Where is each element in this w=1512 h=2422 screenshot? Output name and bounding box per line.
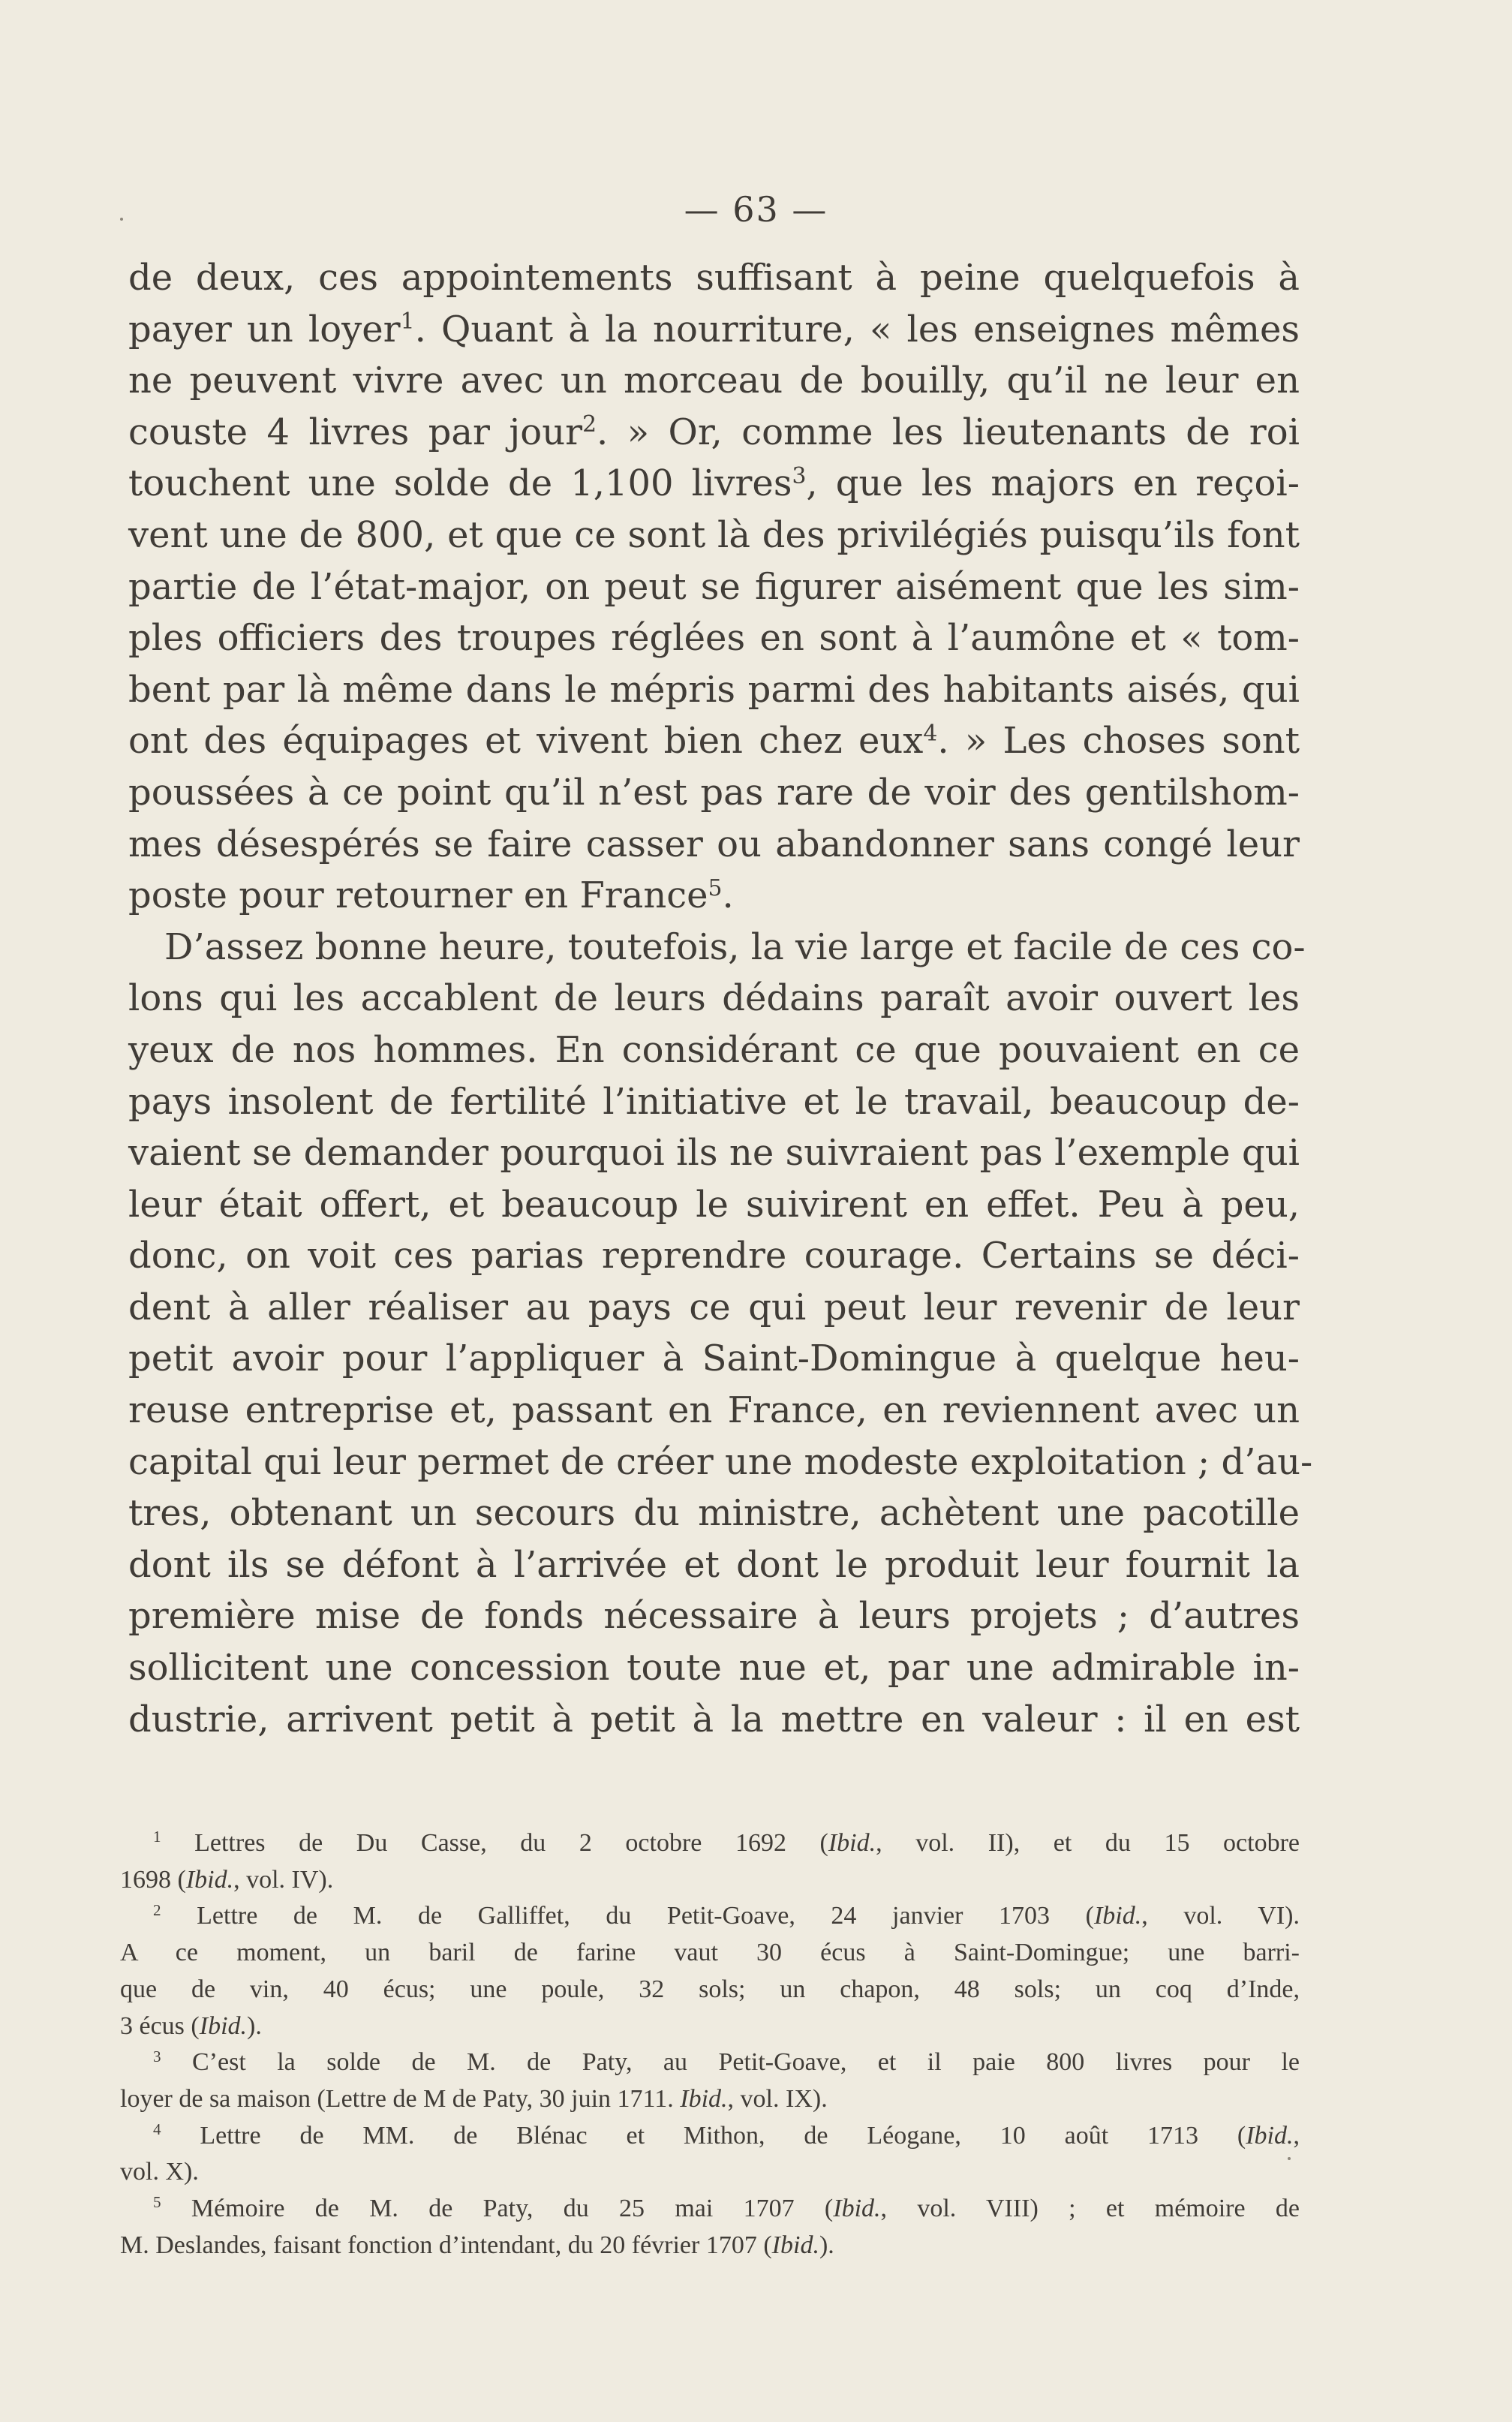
line-text: payer un loyer <box>128 308 401 351</box>
footnote-text: M. Deslandes, faisant fonction d’intendant, du 20 février 1707 ( <box>120 2231 772 2259</box>
line-text: dustrie, arrivent petit à petit à la mettre en valeur : il en est <box>128 1698 1300 1741</box>
body-line <box>128 1642 1300 1694</box>
footnote-text: vol. X). <box>120 2158 199 2186</box>
line-text: lons qui les accablent de leurs dédains paraît avoir ouvert les <box>128 977 1300 1020</box>
footnote-reference: 4 <box>923 720 938 747</box>
line-text: mes désespérés se faire casser ou abandonner sans congé leur <box>128 823 1300 865</box>
paper-speck <box>120 218 123 221</box>
line-text: capital qui leur permet de créer une modeste exploitation ; d’au- <box>128 1440 1313 1483</box>
line-text: pays insolent de fertilité l’initiative et le travail, beaucoup de- <box>128 1080 1300 1123</box>
line-text: . <box>722 874 734 917</box>
footnote-line <box>120 2044 1300 2081</box>
footnote-text: , vol. IX). <box>727 2084 828 2113</box>
footnote-text: ). <box>819 2231 834 2259</box>
body-line <box>128 870 1300 922</box>
body-line <box>128 1437 1313 1488</box>
line-text: dent à aller réaliser au pays ce qui peut leur revenir de leur <box>128 1286 1300 1328</box>
body-line <box>128 1282 1300 1334</box>
body-line <box>128 1127 1300 1179</box>
footnote-italic: Ibid. <box>185 1865 234 1894</box>
line-text: vaient se demander pourquoi ils ne suivraient pas l’exemple qui <box>128 1132 1300 1175</box>
footnote-italic: Ibid. <box>1246 2121 1294 2150</box>
footnote-text: , vol. VI). <box>1141 1902 1300 1930</box>
footnote-marker: 1 <box>153 1828 161 1846</box>
footnote-marker: 4 <box>153 2120 161 2139</box>
line-text: de deux, ces appointements suffisant à peine quelquefois à <box>128 257 1300 299</box>
line-text: yeux de nos hommes. En considérant ce que pouvaient en ce <box>128 1028 1300 1071</box>
footnote-line <box>120 2081 1300 2118</box>
footnote-italic: Ibid. <box>828 1829 876 1857</box>
line-text: leur était offert, et beaucoup le suivirent en effet. Peu à peu, <box>128 1183 1300 1226</box>
footnote-text: C’est la solde de M. de Paty, au Petit-Goave, et il paie 800 livres pour le <box>161 2048 1300 2077</box>
footnote-text: , vol. VIII) ; et mémoire de <box>880 2195 1300 2223</box>
page-number: — 63 — <box>684 189 828 230</box>
footnote-text: A ce moment, un baril de farine vaut 30 écus à Saint-Domingue; une barri- <box>120 1939 1300 1967</box>
line-text: . » Or, comme les lieutenants de roi <box>597 411 1300 453</box>
paper-speck <box>1288 2157 1291 2160</box>
footnotes <box>120 1825 1300 2264</box>
footnote-line <box>120 1898 1300 1935</box>
footnote-marker: 5 <box>153 2193 161 2212</box>
line-text: donc, on voit ces parias reprendre courage. Certains se déci- <box>128 1235 1300 1277</box>
line-text: ples officiers des troupes réglées en sont à l’aumône et « tom- <box>128 617 1300 660</box>
footnote-text: Lettre de MM. de Blénac et Mithon, de Léogane, 10 août 1713 ( <box>161 2121 1246 2150</box>
footnote-reference: 3 <box>792 463 807 490</box>
line-text: petit avoir pour l’appliquer à Saint-Domingue à quelque heu- <box>128 1337 1300 1380</box>
footnote-italic: Ibid. <box>833 2195 881 2223</box>
body-line <box>128 304 1300 356</box>
line-text: vent une de 800, et que ce sont là des privilégiés puisqu’ils font <box>128 513 1300 556</box>
footnote-line <box>120 2008 1300 2045</box>
line-text: partie de l’état-major, on peut se figurer aisément que les sim- <box>128 565 1300 608</box>
footnote-text: que de vin, 40 écus; une poule, 32 sols; un chapon, 48 sols; un coq d’Inde, <box>120 1975 1300 2003</box>
line-text: première mise de fonds nécessaire à leurs projets ; d’autres <box>128 1595 1300 1638</box>
line-text: bent par là même dans le mépris parmi des habitants aisés, qui <box>128 668 1300 711</box>
body-line <box>128 355 1300 407</box>
footnote-text: Lettres de Du Casse, du 2 octobre 1692 ( <box>161 1829 828 1857</box>
body-line <box>128 510 1300 561</box>
footnote-text: Mémoire de M. de Paty, du 25 mai 1707 ( <box>161 2195 834 2223</box>
body-line <box>128 561 1300 613</box>
footnote-reference: 2 <box>582 411 597 438</box>
footnote-text: 1698 ( <box>120 1865 186 1894</box>
footnote-line <box>120 1862 1300 1899</box>
line-text: tres, obtenant un secours du ministre, achètent une pacotille <box>128 1492 1300 1535</box>
footnote-line <box>120 1935 1300 1972</box>
body-line <box>128 1076 1300 1128</box>
line-text: sollicitent une concession toute nue et, par une admirable in- <box>128 1647 1300 1689</box>
footnote-line <box>120 1825 1300 1862</box>
body-line <box>128 664 1300 716</box>
body-line <box>128 407 1300 459</box>
footnote-text: loyer de sa maison (Lettre de M de Paty, 30 juin 1711. <box>120 2084 681 2113</box>
body-line <box>128 767 1300 819</box>
line-text: . » Les choses sont <box>937 720 1300 763</box>
line-text: . Quant à la nourriture, « les enseignes mêmes <box>414 308 1300 351</box>
line-text: poussées à ce point qu’il n’est pas rare de voir des gentilshom- <box>128 771 1300 814</box>
line-text: couste 4 livres par jour <box>128 411 583 453</box>
body-line <box>128 1385 1300 1437</box>
footnote-text: , <box>1293 2121 1300 2150</box>
footnote-line <box>120 2118 1300 2155</box>
line-text: touchent une solde de 1,100 livres <box>128 462 792 505</box>
line-text: dont ils se défont à l’arrivée et dont le produit leur fournit la <box>128 1543 1300 1586</box>
body-line <box>128 1694 1300 1746</box>
footnote-text: ). <box>247 2011 262 2040</box>
footnote-italic: Ibid. <box>680 2084 728 2113</box>
body-line <box>128 1590 1300 1642</box>
footnote-line <box>120 2191 1300 2228</box>
footnote-text: 3 écus ( <box>120 2011 200 2040</box>
footnote-italic: Ibid. <box>199 2011 248 2040</box>
footnote-line <box>120 1972 1300 2008</box>
line-text: D’assez bonne heure, toutefois, la vie large et facile de ces co- <box>164 925 1306 968</box>
body-line <box>128 458 1300 510</box>
footnote-reference: 5 <box>708 874 723 901</box>
line-text: ne peuvent vivre avec un morceau de bouilly, qu’il ne leur en <box>128 360 1300 402</box>
body-line <box>128 252 1300 304</box>
body-line <box>128 973 1300 1024</box>
footnote-marker: 3 <box>153 2047 161 2065</box>
body-line <box>128 1539 1300 1591</box>
footnote-text: , vol. II), et du 15 octobre <box>876 1829 1300 1857</box>
line-text: reuse entreprise et, passant en France, en reviennent avec un <box>128 1389 1300 1432</box>
body-line <box>128 612 1300 664</box>
line-text: poste pour retourner en France <box>128 874 708 917</box>
body-line <box>128 1333 1300 1385</box>
footnote-line <box>120 2228 1300 2264</box>
footnote-italic: Ibid. <box>1093 1902 1142 1930</box>
footnote-text: Lettre de M. de Galliffet, du Petit-Goave, 24 janvier 1703 ( <box>161 1902 1094 1930</box>
body-line <box>128 1230 1300 1282</box>
body-text <box>128 252 1313 1745</box>
footnote-italic: Ibid. <box>771 2231 819 2259</box>
body-line <box>128 1024 1300 1076</box>
body-line <box>128 1179 1300 1231</box>
line-text: ont des équipages et vivent bien chez eux <box>128 720 924 763</box>
body-line <box>128 715 1300 767</box>
footnote-marker: 2 <box>153 1900 161 1919</box>
footnote-text: , vol. IV). <box>233 1865 334 1894</box>
footnote-line <box>120 2154 1300 2191</box>
body-line <box>128 819 1300 871</box>
body-line <box>128 1488 1300 1539</box>
line-text: , que les majors en reçoi- <box>806 462 1300 505</box>
footnote-reference: 1 <box>400 308 415 335</box>
body-line <box>128 922 1306 973</box>
